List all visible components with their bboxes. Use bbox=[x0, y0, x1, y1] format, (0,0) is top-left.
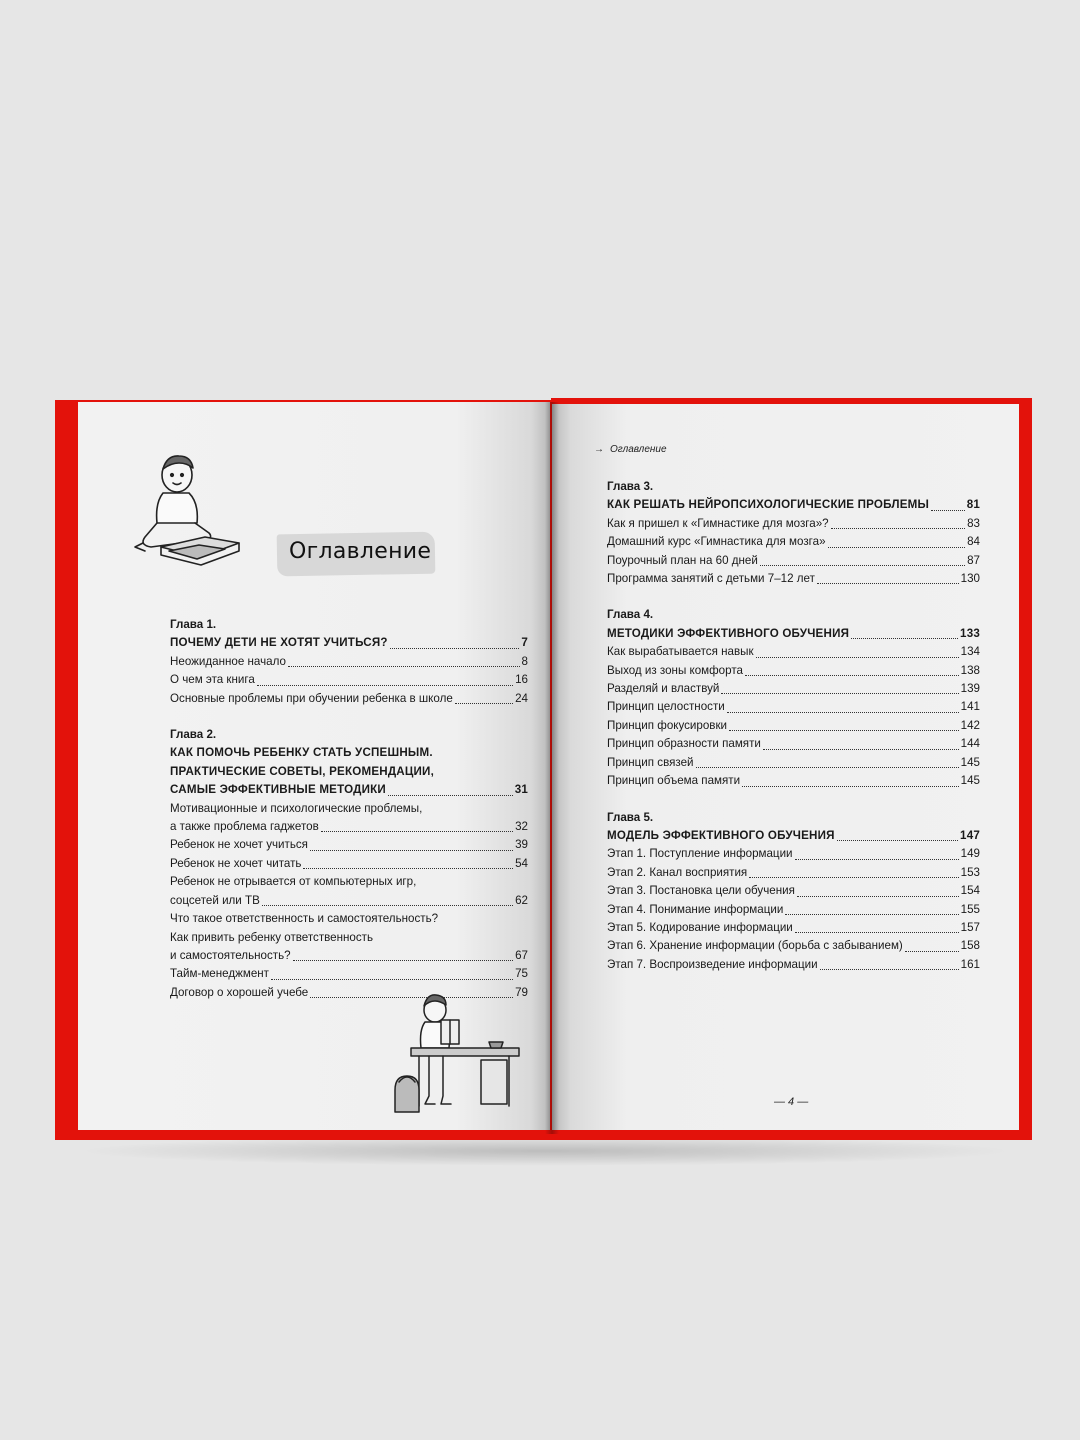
chapter-5-title[interactable]: МОДЕЛЬ ЭФФЕКТИВНОГО ОБУЧЕНИЯ 147 bbox=[607, 828, 980, 842]
toc-entry[interactable]: Как вырабатывается навык 134 bbox=[607, 645, 980, 659]
book-gutter bbox=[545, 402, 559, 1134]
toc-entry[interactable]: Разделяй и властвуй 139 bbox=[607, 682, 980, 696]
page-number: — 4 — bbox=[774, 1096, 809, 1108]
toc-entry[interactable]: Принцип фокусировки 142 bbox=[607, 718, 980, 732]
toc-entry[interactable]: Этап 1. Поступление информации 149 bbox=[607, 847, 980, 861]
toc-entry[interactable]: Ребенок не хочет учиться 39 bbox=[170, 838, 528, 852]
toc-entry[interactable]: Программа занятий с детьми 7–12 лет 130 bbox=[607, 572, 980, 586]
toc-entry[interactable]: Тайм-менеджмент 75 bbox=[170, 967, 528, 981]
toc-entry[interactable]: Принцип связей 145 bbox=[607, 755, 980, 769]
chapter-5-label: Глава 5. bbox=[607, 810, 654, 824]
toc-entry[interactable]: Этап 3. Постановка цели обучения 154 bbox=[607, 884, 980, 898]
toc-entry[interactable]: Договор о хорошей учебе 79 bbox=[170, 985, 528, 999]
toc-entry[interactable]: Домашний курс «Гимнастика для мозга» 84 bbox=[607, 535, 980, 549]
toc-entry[interactable]: Принцип объема памяти 145 bbox=[607, 774, 980, 788]
toc-entry-line: Мотивационные и психологические проблемы, bbox=[170, 801, 423, 815]
chapter-2-label: Глава 2. bbox=[170, 728, 217, 742]
chapter-1-title[interactable]: ПОЧЕМУ ДЕТИ НЕ ХОТЯТ УЧИТЬСЯ? 7 bbox=[170, 636, 528, 650]
chapter-3-label: Глава 3. bbox=[607, 480, 654, 493]
chapter-2-title-line: КАК ПОМОЧЬ РЕБЕНКУ СТАТЬ УСПЕШНЫМ. bbox=[170, 746, 433, 760]
toc-entry[interactable]: Этап 5. Кодирование информации 157 bbox=[607, 920, 980, 934]
toc-entry[interactable]: а также проблема гаджетов 32 bbox=[170, 820, 528, 834]
running-head: → Оглавление bbox=[594, 444, 667, 455]
chapter-1-label: Глава 1. bbox=[170, 618, 217, 631]
toc-entry[interactable]: Как я пришел к «Гимнастике для мозга»? 83 bbox=[607, 516, 980, 530]
toc-entry-line: Что такое ответственность и самостоятельность? bbox=[170, 912, 439, 926]
toc-heading: Оглавление bbox=[289, 539, 432, 564]
chapter-2-title-line: ПРАКТИЧЕСКИЕ СОВЕТЫ, РЕКОМЕНДАЦИИ, bbox=[170, 764, 435, 778]
toc-entry[interactable]: Этап 4. Понимание информации 155 bbox=[607, 902, 980, 916]
boy-at-desk-illustration bbox=[393, 990, 523, 1120]
toc-entry[interactable]: О чем эта книга 16 bbox=[170, 673, 528, 687]
toc-left-column bbox=[170, 616, 528, 1002]
toc-entry[interactable]: Принцип целостности 141 bbox=[607, 700, 980, 714]
toc-entry[interactable]: и самостоятельность? 67 bbox=[170, 948, 528, 962]
book-shadow bbox=[75, 1136, 1015, 1166]
chapter-4-label: Глава 4. bbox=[607, 608, 654, 622]
toc-entry-line: Как привить ребенку ответственность bbox=[170, 930, 374, 944]
toc-entry[interactable]: соцсетей или ТВ 62 bbox=[170, 893, 528, 907]
toc-entry[interactable]: Поурочный план на 60 дней 87 bbox=[607, 553, 980, 567]
toc-entry[interactable]: Неожиданное начало 8 bbox=[170, 654, 528, 668]
toc-right-column bbox=[607, 478, 980, 974]
open-book bbox=[55, 398, 1032, 1143]
toc-entry-line: Ребенок не отрывается от компьютерных игр, bbox=[170, 875, 417, 889]
toc-entry[interactable]: Этап 7. Воспроизведение информации 161 bbox=[607, 957, 980, 971]
left-page bbox=[78, 402, 550, 1130]
right-page bbox=[552, 404, 1019, 1130]
chapter-3-title[interactable]: КАК РЕШАТЬ НЕЙРОПСИХОЛОГИЧЕСКИЕ ПРОБЛЕМЫ 81 bbox=[607, 498, 980, 512]
toc-entry[interactable]: Принцип образности памяти 144 bbox=[607, 737, 980, 751]
chapter-4-title[interactable]: МЕТОДИКИ ЭФФЕКТИВНОГО ОБУЧЕНИЯ 133 bbox=[607, 626, 980, 640]
chapter-2-title[interactable]: САМЫЕ ЭФФЕКТИВНЫЕ МЕТОДИКИ 31 bbox=[170, 783, 528, 797]
toc-entry[interactable]: Этап 6. Хранение информации (борьба с забыванием) 158 bbox=[607, 939, 980, 953]
boy-with-book-illustration bbox=[133, 447, 248, 577]
arrow-right-icon: → bbox=[594, 444, 604, 455]
toc-entry[interactable]: Выход из зоны комфорта 138 bbox=[607, 663, 980, 677]
toc-entry[interactable]: Этап 2. Канал восприятия 153 bbox=[607, 865, 980, 879]
toc-entry[interactable]: Ребенок не хочет читать 54 bbox=[170, 856, 528, 870]
toc-entry[interactable]: Основные проблемы при обучении ребенка в школе 24 bbox=[170, 691, 528, 705]
